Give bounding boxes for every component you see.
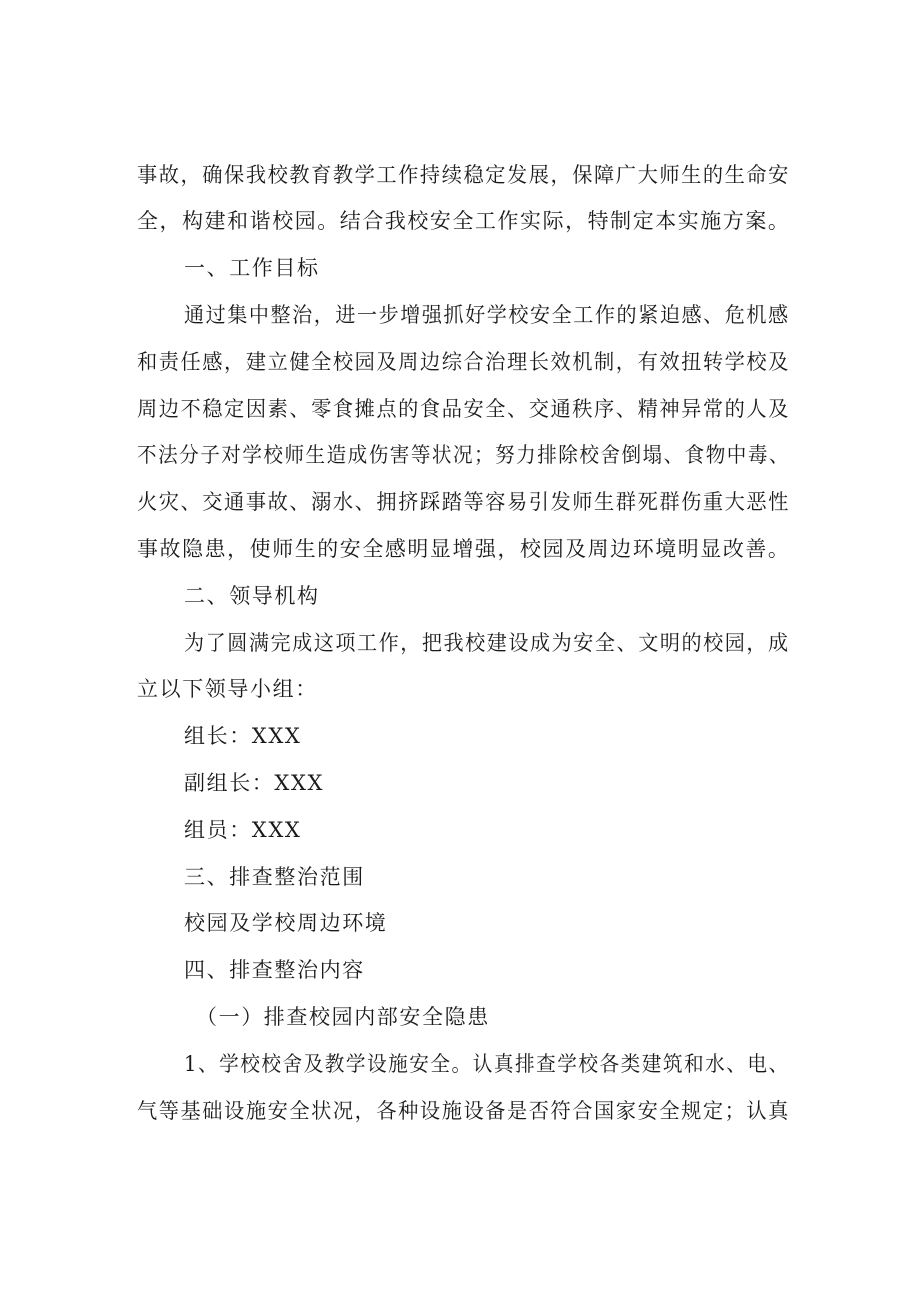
body-text-line: 气等基础设施安全状况，各种设施设备是否符合国家安全规定；认真 (137, 1099, 790, 1123)
body-text-line: 和责任感，建立健全校园及周边综合治理长效机制，有效扭转学校及 (137, 350, 790, 374)
body-text-line: 为了圆满完成这项工作，把我校建设成为安全、文明的校园，成 (184, 631, 790, 655)
body-text-line: 校园及学校周边环境 (184, 911, 388, 935)
body-text-line: 周边不稳定因素、零食摊点的食品安全、交通秩序、精神异常的人及 (137, 397, 790, 421)
deputy-leader-entry: 副组长：XXX (184, 771, 325, 795)
body-text-line: 不法分子对学校师生造成伤害等状况；努力排除校舍倒塌、食物中毒、 (137, 443, 790, 467)
body-text-line: 立以下领导小组： (137, 677, 318, 701)
body-text-line: 通过集中整治，进一步增强抓好学校安全工作的紧迫感、危机感 (184, 303, 790, 327)
body-text-line: 1、学校校舍及教学设施安全。认真排查学校各类建筑和水、电、 (184, 1052, 790, 1076)
subsection-heading: （一）排查校园内部安全隐患 (196, 1005, 490, 1029)
member-entry: 组员：XXX (184, 818, 302, 842)
body-text-line: 火灾、交通事故、溺水、拥挤踩踏等容易引发师生群死群伤重大恶性 (137, 490, 790, 514)
section-heading-content: 四、排查整治内容 (184, 958, 365, 982)
body-text-line: 事故，确保我校教育教学工作持续稳定发展，保障广大师生的生命安 (137, 163, 790, 187)
section-heading-work-goals: 一、工作目标 (184, 256, 320, 280)
section-heading-leadership: 二、领导机构 (184, 584, 320, 608)
leader-entry: 组长：XXX (184, 724, 302, 748)
section-heading-scope: 三、排查整治范围 (184, 865, 365, 889)
body-text-line: 事故隐患，使师生的安全感明显增强，校园及周边环境明显改善。 (137, 537, 791, 561)
body-text-line: 全，构建和谐校园。结合我校安全工作实际，特制定本实施方案。 (137, 209, 791, 233)
